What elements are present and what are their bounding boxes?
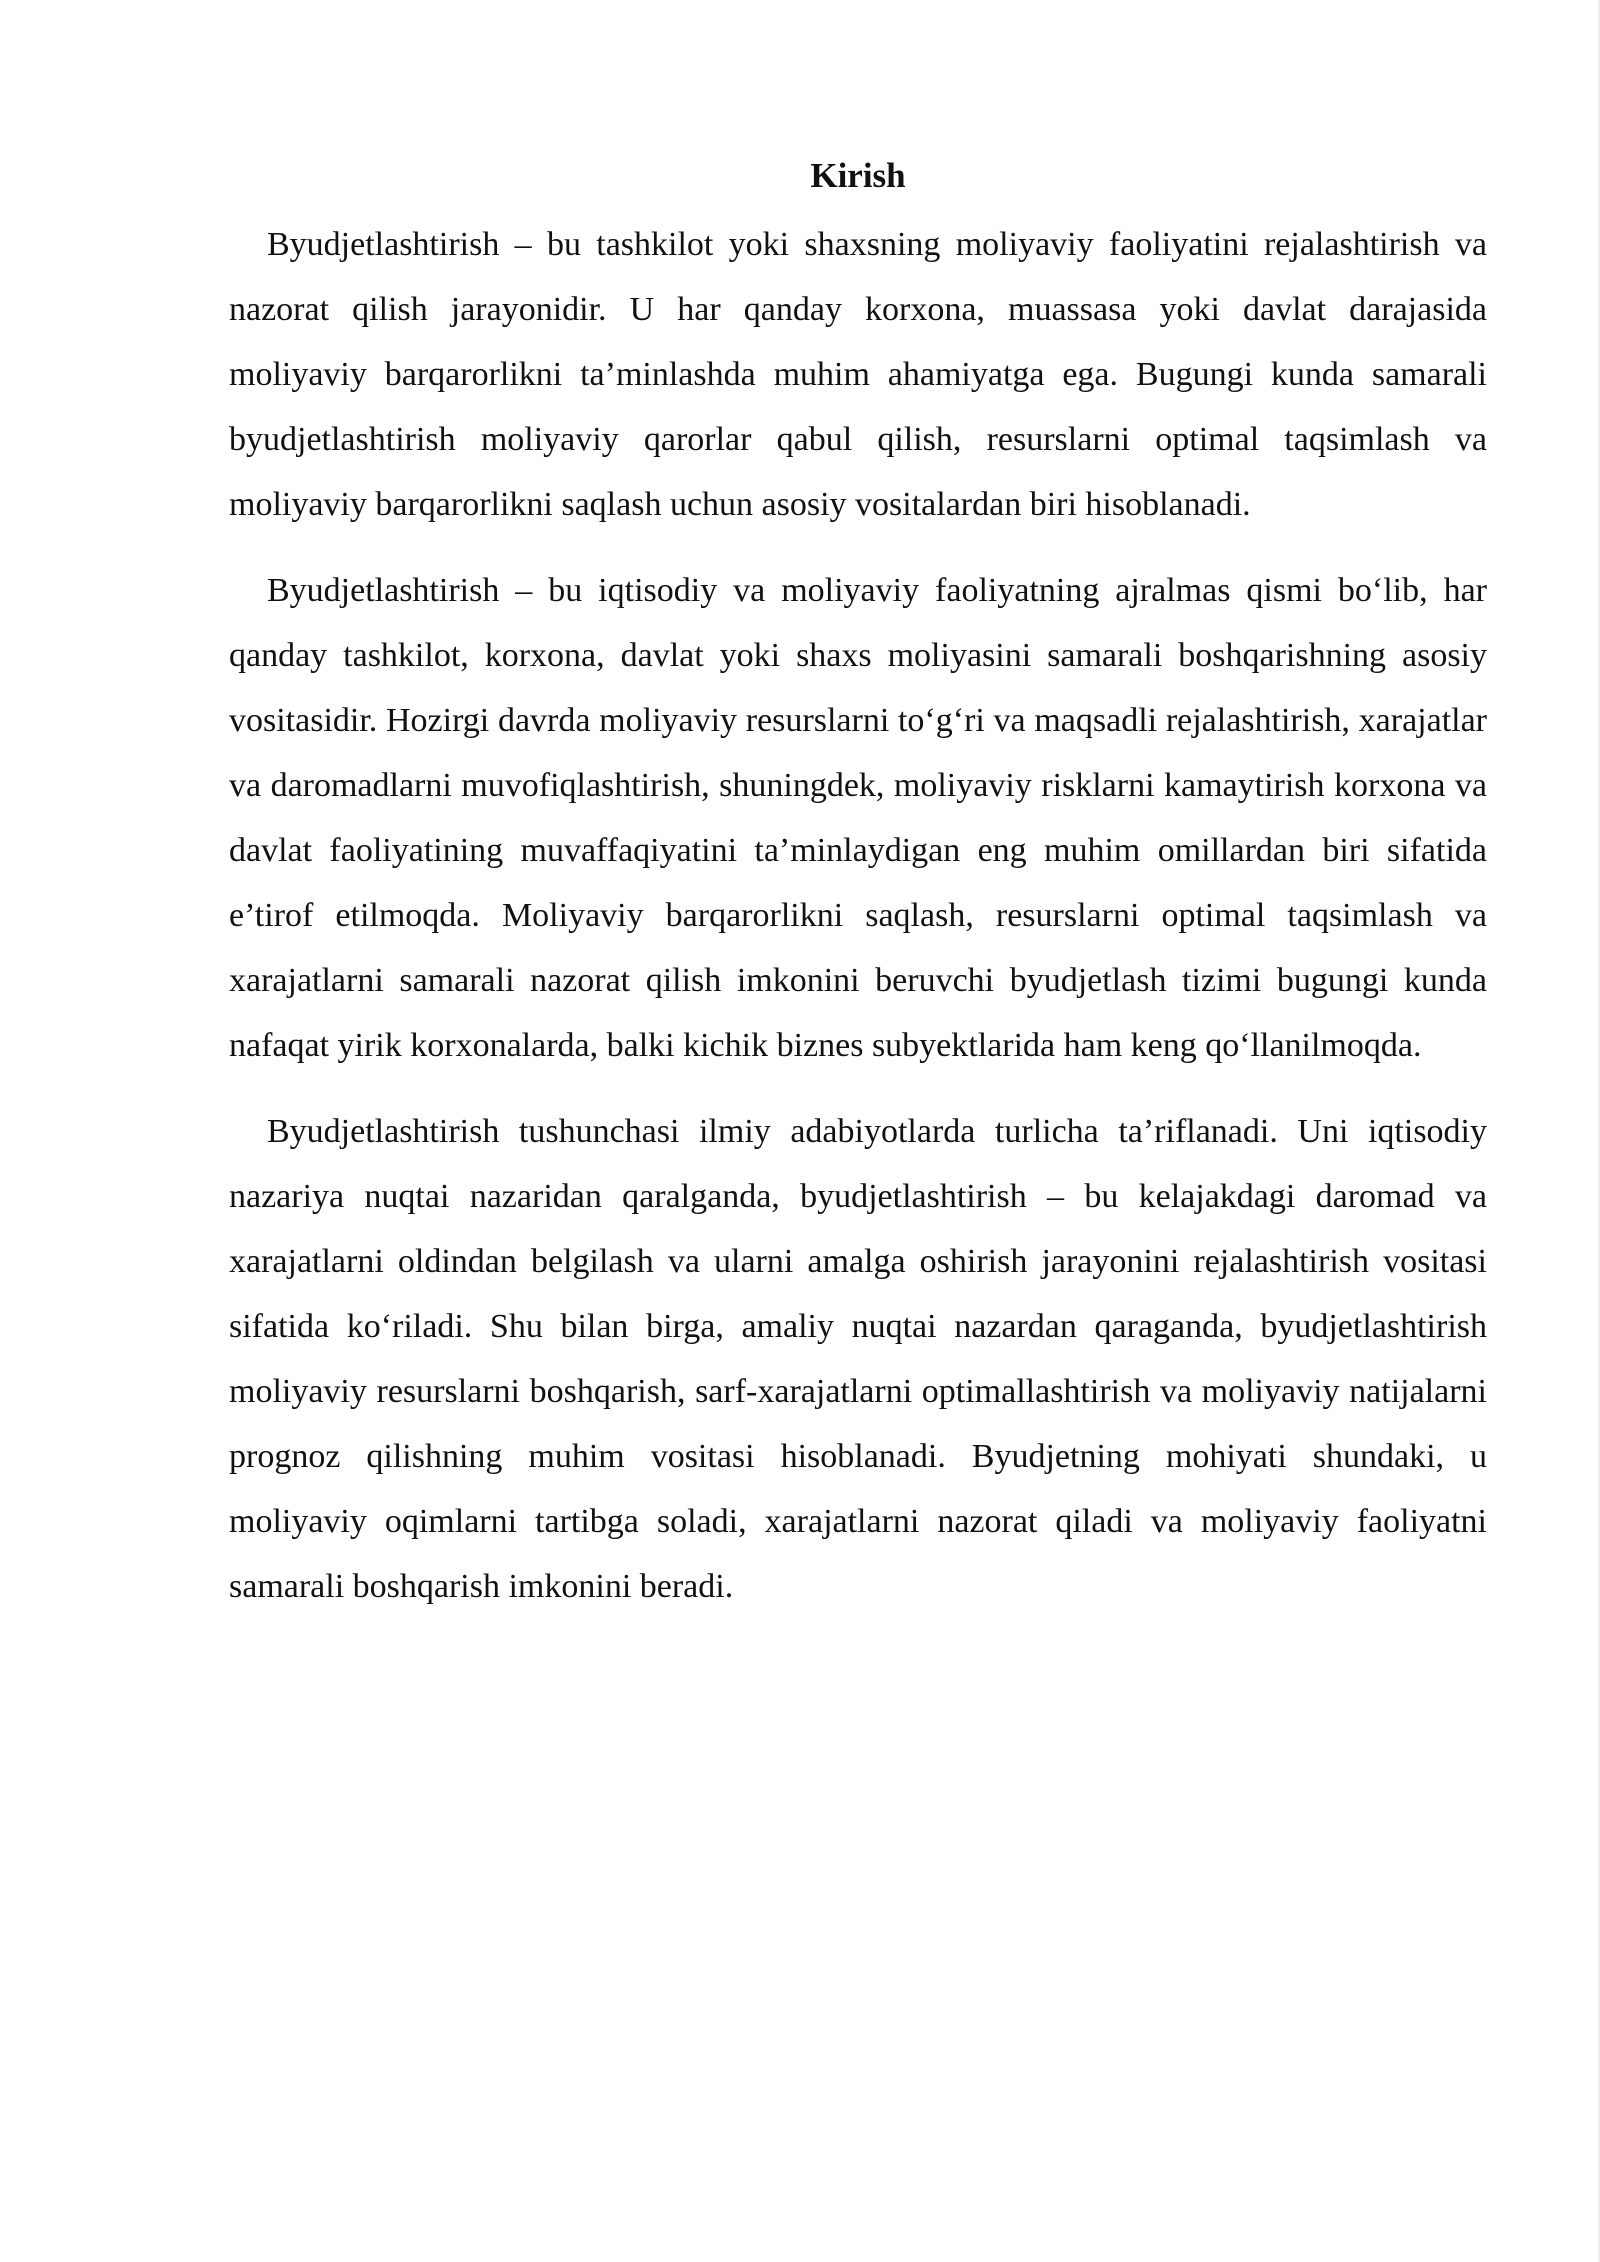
paragraph-3: Byudjetlashtirish tushunchasi ilmiy adabiyotlarda turlicha ta’riflanadi. Uni iqtisodiy nazariya nuqtai nazaridan qaralganda, byudjetlashtirish – bu kelajakdagi daromad va xarajatlarni oldindan belgilash va ularni amalga oshirish jarayonini rejalashtirish vositasi sifatida ko‘riladi. Shu bilan birga, amaliy nuqtai nazardan qaraganda, byudjetlashtirish moliyaviy resurslarni boshqarish, sarf-xarajatlarni optimallashtirish va moliyaviy natijalarni prognoz qilishning muhim vositasi hisoblanadi. Byudjetning mohiyati shundaki, u moliyaviy oqimlarni tartibga soladi, xarajatlarni nazorat qiladi va moliyaviy faoliyatni samarali boshqarish imkonini beradi. — [229, 1113, 1487, 1605]
paragraph-1: Byudjetlashtirish – bu tashkilot yoki shaxsning moliyaviy faoliyatini rejalashtirish va nazorat qilish jarayonidir. U har qanday korxona, muassasa yoki davlat darajasida moliyaviy barqarorlikni ta’minlashda muhim ahamiyatga ega. Bugungi kunda samarali byudjetlashtirish moliyaviy qarorlar qabul qilish, resurslarni optimal taqsimlash va moliyaviy barqarorlikni saqlash uchun asosiy vositalardan biri hisoblanadi. — [229, 226, 1487, 523]
document-body — [229, 150, 1487, 1640]
paragraph-2: Byudjetlashtirish – bu iqtisodiy va moliyaviy faoliyatning ajralmas qismi bo‘lib, har qanday tashkilot, korxona, davlat yoki shaxs moliyasini samarali boshqarishning asosiy vositasidir. Hozirgi davrda moliyaviy resurslarni to‘g‘ri va maqsadli rejalashtirish, xarajatlar va daromadlarni muvofiqlashtirish, shuningdek, moliyaviy risklarni kamaytirish korxona va davlat faoliyatining muvaffaqiyatini ta’minlaydigan eng muhim omillardan biri sifatida e’tirof etilmoqda. Moliyaviy barqarorlikni saqlash, resurslarni optimal taqsimlash va xarajatlarni samarali nazorat qilish imkonini beruvchi byudjetlash tizimi bugungi kunda nafaqat yirik korxonalarda, balki kichik biznes subyektlarida ham keng qo‘llanilmoqda. — [229, 572, 1487, 1064]
document-title: Kirish — [810, 156, 906, 195]
